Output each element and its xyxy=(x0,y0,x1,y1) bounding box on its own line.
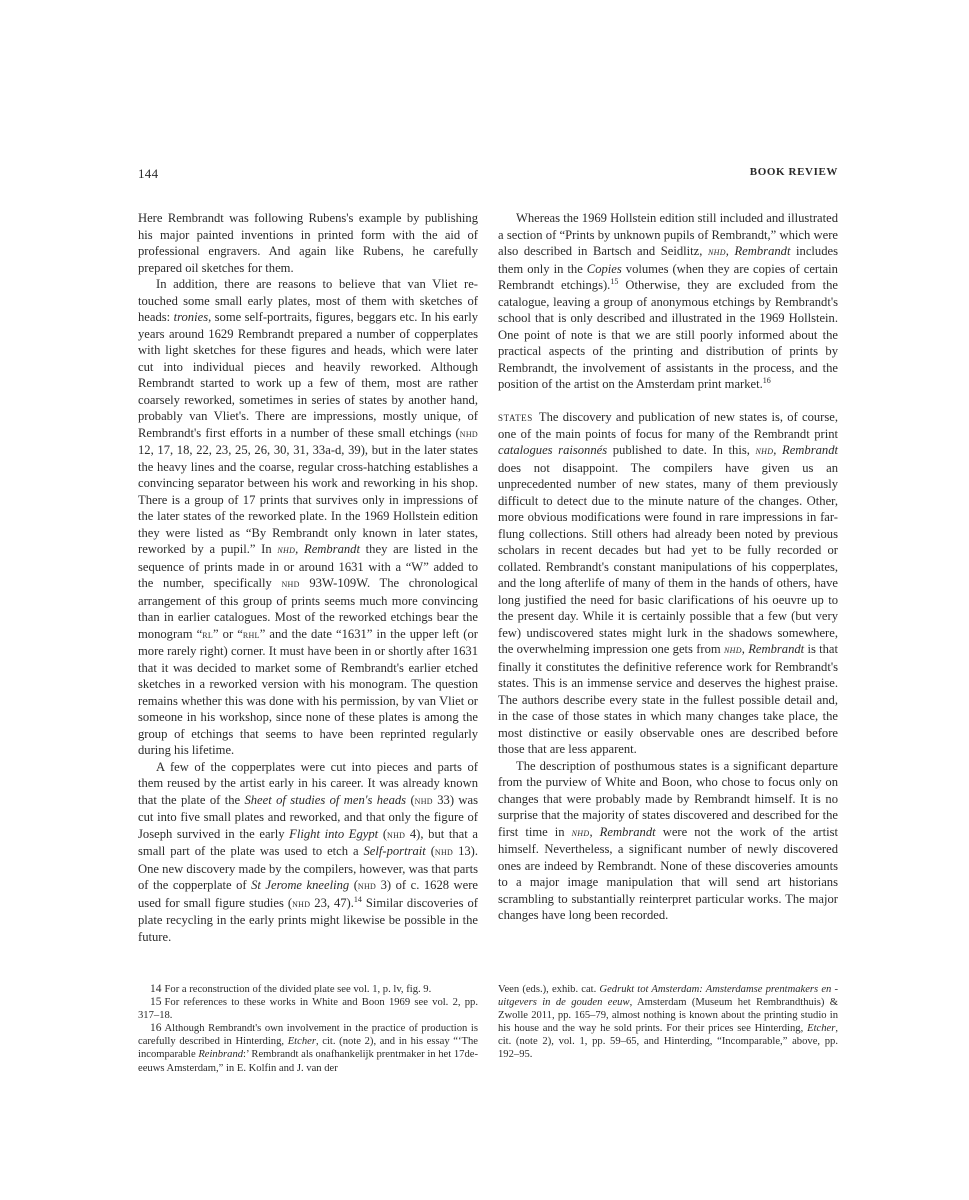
catalogue-abbr: nhd xyxy=(434,846,454,858)
italic-term: tronies xyxy=(173,310,209,324)
text: 33) was cut into five small plates and reworked, and that only the figure of Joseph survived in the early xyxy=(138,792,478,841)
footnote-number: 14 xyxy=(150,983,162,995)
italic-title: Copies xyxy=(586,261,622,276)
footnote-text: , cit. (note 2), vol. 1, pp. 59–65, and Hinterding, “Incomparable,” above, pp. 192–95. xyxy=(498,1023,838,1061)
italic-title: , Rembrandt xyxy=(741,642,805,656)
italic-term: catalogues raisonnés xyxy=(498,443,608,457)
section-title: BOOK REVIEW xyxy=(749,166,838,178)
footnotes-left xyxy=(138,983,478,1075)
text: Otherwise, they are excluded from the catalogue, leaving a group of anonymous etchings by Rembrandt's school that is only described and illustrated in the 1969 Hollstein. One point of note is that we are still poorly informed about the practical aspects of the printing and distribution of prints by Rembrandt, the involvement of assistants in the process, and the position of the artist on the Amsterdam print market. xyxy=(498,278,838,391)
catalogue-abbr: nhd xyxy=(357,880,377,892)
catalogue-abbr: nhd xyxy=(459,427,478,440)
catalogue-abbr: nhd xyxy=(755,445,774,457)
footnote-text: For references to these works in White and Boon 1969 see vol. 2, pp. 317–18. xyxy=(138,997,478,1022)
catalogue-abbr: nhd xyxy=(707,246,726,258)
italic-title: Etcher xyxy=(807,1023,836,1035)
italic-title: St Jerome kneeling xyxy=(251,878,350,892)
italic-title: , Rembrandt xyxy=(589,824,656,839)
italic-title: Flight into Egypt xyxy=(289,826,379,841)
text: The description of posthumous states is a significant departure from the purview of White and Boon, who chose to focus only on changes that were probably made by Rembrandt himself. It is no surprise that the majority of states discovered and described for the first time in xyxy=(498,758,838,839)
italic-title: Gedrukt tot Amsterdam: Amsterdamse prentmakers en -uitgevers in de gouden eeuw xyxy=(498,984,838,1009)
text: does not disappoint. The compilers have given us an unprecedented number of new states, many of them previously difficult to detect due to the minute nature of the changes. Other, more obvious modifications were found in rare impressions in far-flung collections. Still others had already been noted by previous scholars in recent decades but had yet to be fully recorded or collated. Rembrandt's constant manipulations of his copperplates, and the long afterlife of many of them in the hands of others, have long justified the need for basic clarifications of his oeuvre up to the present day. While it is certainly possible that a few (but very few) undiscovered states might lurk in the shadows somewhere, the overwhelming impression one gets from xyxy=(498,460,838,656)
text: ( xyxy=(406,792,415,807)
page-number: 144 xyxy=(138,166,159,181)
paragraph xyxy=(138,210,478,276)
footnote-text: , cit. (note 2), and in his essay “‘The incomparable xyxy=(138,1036,478,1061)
catalogue-abbr: nhd xyxy=(292,897,311,910)
catalogue-abbr: nhd xyxy=(571,826,590,839)
text: 3) of c. 1628 were used for small figure studies ( xyxy=(138,878,479,910)
footnote-15 xyxy=(138,996,478,1022)
text: ( xyxy=(349,878,358,892)
footnote-number: 16 xyxy=(150,1022,162,1035)
catalogue-abbr: nhd xyxy=(281,578,300,590)
text: In addition, there are reasons to believe that van Vliet retouched some small early plates, most of them with sketches of heads: xyxy=(138,277,478,324)
text: volumes (when they are copies of certain Rembrandt etchings). xyxy=(498,261,838,292)
paragraph xyxy=(138,276,478,759)
footnote-text: For a reconstruction of the divided plate see vol. 1, p. lv, fig. 9. xyxy=(164,984,432,995)
footnote-16 xyxy=(138,1022,478,1074)
footnote-ref[interactable]: 16 xyxy=(762,376,771,385)
left-column xyxy=(138,210,478,945)
footnote-ref[interactable]: 14 xyxy=(353,894,362,904)
italic-title: Self-portrait xyxy=(363,844,426,858)
paragraph xyxy=(498,758,838,924)
paragraph xyxy=(498,210,838,393)
italic-title: Reinbrand xyxy=(198,1049,244,1061)
text: ” or “ xyxy=(213,626,243,641)
text: includes them only in the xyxy=(498,244,838,276)
text: ( xyxy=(425,844,435,858)
text: 13). One new discovery made by the compilers, however, was that parts of the copperplate of xyxy=(138,844,479,892)
text: Whereas the 1969 Hollstein edition still included and illustrated a section of “Prints by unknown pupils of Rembrandt,” which were also described in Bartsch and Seidlitz, xyxy=(498,211,838,258)
italic-title: , Rembrandt xyxy=(773,443,838,457)
section-run-in-heading: states xyxy=(498,410,533,424)
italic-title: , Rembrandt xyxy=(295,542,360,556)
italic-title: Sheet of studies of men's heads xyxy=(244,792,407,807)
italic-title: Etcher xyxy=(287,1036,316,1048)
footnote-text: :’ Rembrandt als onafhankelijk prentmaker in het 17de-eeuws Amsterdam,” in E. Kolfin and J. van der xyxy=(138,1049,478,1074)
text: A few of the copperplates were cut into pieces and parts of them reused by the artist early in his career. It was already known that the plate of the xyxy=(138,759,478,807)
paragraph xyxy=(138,759,478,946)
footnote-ref[interactable]: 15 xyxy=(610,277,619,286)
text: ” and the date “1631” in the upper left (or more rarely right) corner. It must have been in or shortly after 1631 that it was decided to market some of Rembrandt's earlier etched sketches in a reworked version with his monogram. The question remains whether this was done with his permission, by van Vliet or someone in his workshop, since none of these plates is among the group of etchings that seems to have been reprinted regularly during his lifetime. xyxy=(138,626,478,757)
text: 23, 47). xyxy=(310,895,354,910)
footnote-text: Although Rembrandt's own involvement in the practice of production is carefully described in Hinterding, xyxy=(138,1023,478,1048)
footnote-16-continued xyxy=(498,983,838,1062)
footnote-text: Veen (eds.), exhib. cat. xyxy=(498,984,600,995)
catalogue-abbr: nhd xyxy=(387,828,406,841)
footnote-text: , Amsterdam (Museum het Rembrandthuis) & Zwolle 2011, pp. 165–79, almost nothing is known about the printing studio in his house and the way he sold prints. For their prices see Hinterding, xyxy=(498,997,839,1035)
right-column xyxy=(498,210,838,924)
text: Similar discoveries of plate recycling in the early prints might likewise be possible in the future. xyxy=(138,895,478,944)
catalogue-abbr: nhd xyxy=(277,544,296,556)
paragraph-text: Here Rembrandt was following Rubens's example by publishing his major painted inventions in printed form with the aid of professional engravers. And again like Rubens, he carefully prepared oil sketches for them. xyxy=(138,211,478,275)
running-head xyxy=(138,166,838,182)
text: 4), but that a small part of the plate was used to etch a xyxy=(138,826,478,858)
paragraph xyxy=(498,409,838,758)
italic-title: , Rembrandt xyxy=(725,244,791,258)
monogram: rl xyxy=(202,628,214,641)
catalogue-abbr: nhd xyxy=(723,644,742,656)
text: , some self-portraits, figures, beggars etc. In his early years around 1629 Rembrandt prepared a number of copperplates with light sketches for these figures and heads, which were later cut into individual pieces and heavily reworked. Although Rembrandt started to work up a few of them, most are rather coarsely reworked, sometimes in series of states by another hand, probably van Vliet's. There are impressions, mostly unique, of Rembrandt's first efforts in a number of these small etchings ( xyxy=(138,310,478,440)
text: 12, 17, 18, 22, 23, 25, 26, 30, 31, 33a-d, 39), but in the later states the heavy lines and the coarse, regular cross-hatching establishes a convincing separator between his work and reworking in his shop. There is a group of 17 prints that survives only in impressions of the later states of the reworked plate. In the 1969 Hollstein edition they were listed as “By Rembrandt only known in later states, reworked by a pupil.” In xyxy=(138,443,478,556)
text: 93W-109W. The chronological arrangement of this group of prints seems much more convincing than in earlier catalogues. Most of the reworked etchings bear the monogram “ xyxy=(138,576,478,641)
text: is that finally it constitutes the definitive reference work for Rembrandt's states. This is an immense service and deserves the highest praise. The authors describe every state in the fullest possible detail and, in the case of those states in which many changes take place, the most distinctive or easily observable ones are described before those that are less apparent. xyxy=(498,642,838,756)
footnote-14 xyxy=(138,983,478,996)
text: The discovery and publication of new states is, of course, one of the main points of focus for many of the Rembrandt print xyxy=(498,410,838,441)
text: published to date. In this, xyxy=(607,443,756,457)
text: were not the work of the artist himself. Nevertheless, a significant number of newly discovered ones are indeed by Rembrandt. None of these discoveries amounts to a major image manipulation that will send art historians scrambling to substantially reinterpret particular works. The major changes have long been recorded. xyxy=(498,824,838,922)
text: ( xyxy=(378,826,388,841)
monogram: rhl xyxy=(242,628,260,641)
text: they are listed in the sequence of prints made in or around 1631 with a “W” added to the number, specifically xyxy=(138,542,479,590)
catalogue-abbr: nhd xyxy=(414,794,433,807)
footnotes-right xyxy=(498,983,838,1062)
footnote-number: 15 xyxy=(150,996,162,1009)
